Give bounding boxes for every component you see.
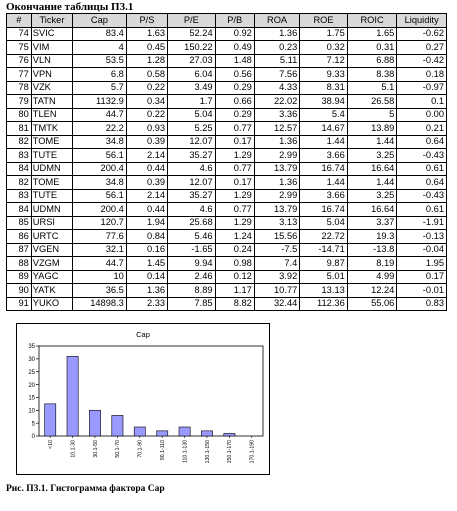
x-tick-label: 10.1-30 [70, 440, 77, 458]
table-cell: URTC [31, 230, 72, 244]
table-cell: 84 [7, 162, 32, 176]
data-table [6, 13, 447, 311]
table-cell: 1.44 [347, 176, 397, 190]
table-cell: 5.01 [300, 270, 348, 284]
table-cell: 1132.9 [73, 95, 127, 109]
table-cell: 10 [73, 270, 127, 284]
table-cell: 1.95 [397, 257, 447, 271]
table-row [7, 284, 447, 298]
table-row [7, 149, 447, 163]
table-cell: TOME [31, 176, 72, 190]
table-cell: 34.8 [73, 176, 127, 190]
page-title: Окончание таблицы П3.1 [6, 1, 134, 13]
table-cell: 13.79 [254, 203, 299, 217]
table-cell: 4.6 [168, 203, 216, 217]
table-cell: 0.49 [215, 41, 254, 55]
table-cell: VZGM [31, 257, 72, 271]
table-cell: 32.44 [254, 297, 299, 311]
table-cell: 2.14 [126, 189, 167, 203]
table-cell: -0.42 [397, 54, 447, 68]
table-cell: 0.98 [215, 257, 254, 271]
table-cell: 1.36 [254, 135, 299, 149]
table-cell: 0.64 [397, 176, 447, 190]
table-cell: 1.75 [300, 27, 348, 41]
bar [201, 431, 212, 436]
table-cell: 32.1 [73, 243, 127, 257]
table-cell: 0.1 [397, 95, 447, 109]
table-cell: 1.29 [215, 216, 254, 230]
table-cell: 16.74 [300, 203, 348, 217]
table-cell: 27.03 [168, 54, 216, 68]
table-cell: 8.38 [347, 68, 397, 82]
table-cell: 0.00 [397, 108, 447, 122]
table-cell: 0.32 [300, 41, 348, 55]
table-cell: 0.17 [397, 270, 447, 284]
table-cell: 0.22 [126, 108, 167, 122]
table-row [7, 81, 447, 95]
table-cell: -1.91 [397, 216, 447, 230]
table-cell: 13.79 [254, 162, 299, 176]
table-cell: 55.06 [347, 297, 397, 311]
table-cell: 9.94 [168, 257, 216, 271]
table-header-row [7, 14, 447, 28]
table-cell: 1.63 [126, 27, 167, 41]
table-cell: 15.56 [254, 230, 299, 244]
chart-svg [17, 324, 269, 474]
table-cell: 1.94 [126, 216, 167, 230]
table-cell: 1.29 [215, 189, 254, 203]
bar [224, 433, 235, 436]
table-cell: 200.4 [73, 162, 127, 176]
table-cell: 1.36 [254, 176, 299, 190]
table-cell: 1.65 [347, 27, 397, 41]
table-row [7, 243, 447, 257]
table-cell: 12.57 [254, 122, 299, 136]
table-cell: 4.33 [254, 81, 299, 95]
table-cell: VPN [31, 68, 72, 82]
table-cell: 0.77 [215, 203, 254, 217]
table-cell: 2.99 [254, 189, 299, 203]
table-cell: 87 [7, 243, 32, 257]
table-cell: 0.44 [126, 203, 167, 217]
table-cell: 1.48 [215, 54, 254, 68]
table-cell: 0.64 [397, 135, 447, 149]
x-tick-label: <10 [48, 440, 55, 449]
table-cell: 7.85 [168, 297, 216, 311]
table-cell: 5.25 [168, 122, 216, 136]
table-cell: 44.7 [73, 108, 127, 122]
table-cell: 3.92 [254, 270, 299, 284]
table-cell: 12.24 [347, 284, 397, 298]
table-cell: 14.67 [300, 122, 348, 136]
table-cell: 1.44 [347, 135, 397, 149]
table-cell: 35.27 [168, 189, 216, 203]
table-cell: 0.34 [126, 95, 167, 109]
table-cell: 0.39 [126, 135, 167, 149]
table-cell: 7.56 [254, 68, 299, 82]
table-cell: 3.37 [347, 216, 397, 230]
table-cell: 25.68 [168, 216, 216, 230]
column-header: # [7, 14, 32, 28]
table-row [7, 176, 447, 190]
table-cell: 4.6 [168, 162, 216, 176]
table-cell: 16.64 [347, 203, 397, 217]
table-cell: 8.89 [168, 284, 216, 298]
table-cell: 5.1 [347, 81, 397, 95]
table-cell: -0.43 [397, 189, 447, 203]
table-cell: 3.66 [300, 189, 348, 203]
table-cell: 1.7 [168, 95, 216, 109]
table-row [7, 162, 447, 176]
column-header: ROA [254, 14, 299, 28]
table-cell: 7.12 [300, 54, 348, 68]
table-cell: -0.04 [397, 243, 447, 257]
table-cell: YAGC [31, 270, 72, 284]
bar [157, 431, 168, 436]
y-tick-label: 15 [28, 395, 35, 402]
table-cell: TUTE [31, 149, 72, 163]
column-header: Liquidity [397, 14, 447, 28]
y-tick-label: 5 [31, 421, 35, 428]
table-cell: 78 [7, 81, 32, 95]
table-cell: 1.28 [126, 54, 167, 68]
bar [179, 427, 190, 436]
table-cell: 1.17 [215, 284, 254, 298]
table-cell: 44.7 [73, 257, 127, 271]
table-cell: 83 [7, 149, 32, 163]
bar [45, 404, 56, 436]
x-tick-label: 130.1-150 [204, 440, 211, 464]
table-row [7, 41, 447, 55]
table-cell: 75 [7, 41, 32, 55]
table-cell: 53.5 [73, 54, 127, 68]
table-cell: 4.99 [347, 270, 397, 284]
table-cell: 0.17 [215, 135, 254, 149]
table-row [7, 95, 447, 109]
table-cell: 82 [7, 135, 32, 149]
table-cell: 0.93 [126, 122, 167, 136]
table-row [7, 189, 447, 203]
x-tick-label: 170.1-190 [249, 440, 256, 464]
table-cell: 79 [7, 95, 32, 109]
table-cell: 2.99 [254, 149, 299, 163]
table-row [7, 68, 447, 82]
column-header: P/B [215, 14, 254, 28]
table-cell: 89 [7, 270, 32, 284]
table-cell: 0.61 [397, 162, 447, 176]
table-cell: 7.4 [254, 257, 299, 271]
table-row [7, 230, 447, 244]
table-cell: 0.84 [126, 230, 167, 244]
table-cell: 150.22 [168, 41, 216, 55]
y-tick-label: 25 [28, 369, 35, 376]
table-cell: -0.13 [397, 230, 447, 244]
table-cell: 5.4 [300, 108, 348, 122]
table-cell: 56.1 [73, 189, 127, 203]
table-cell: 13.89 [347, 122, 397, 136]
table-cell: 56.1 [73, 149, 127, 163]
table-cell: 0.44 [126, 162, 167, 176]
table-cell: -0.97 [397, 81, 447, 95]
table-cell: 1.44 [300, 176, 348, 190]
table-cell: 0.27 [397, 41, 447, 55]
table-cell: 85 [7, 216, 32, 230]
table-cell: 0.66 [215, 95, 254, 109]
column-header: P/S [126, 14, 167, 28]
table-cell: 12.07 [168, 176, 216, 190]
table-row [7, 216, 447, 230]
table-cell: 16.64 [347, 162, 397, 176]
y-tick-label: 20 [28, 382, 35, 389]
table-row [7, 54, 447, 68]
table-cell: 22.2 [73, 122, 127, 136]
table-cell: 0.23 [254, 41, 299, 55]
table-cell: 0.16 [126, 243, 167, 257]
table-cell: SVIC [31, 27, 72, 41]
x-tick-label: 110.1-130 [182, 440, 189, 463]
table-cell: 34.8 [73, 135, 127, 149]
table-cell: 6.04 [168, 68, 216, 82]
table-cell: 0.12 [215, 270, 254, 284]
table-cell: 3.25 [347, 189, 397, 203]
table-cell: 83.4 [73, 27, 127, 41]
table-row [7, 122, 447, 136]
table-cell: 0.92 [215, 27, 254, 41]
table-cell: 9.33 [300, 68, 348, 82]
table-cell: TATN [31, 95, 72, 109]
table-cell: 1.44 [300, 135, 348, 149]
table-cell: 0.14 [126, 270, 167, 284]
table-cell: 90 [7, 284, 32, 298]
table-cell: TLEN [31, 108, 72, 122]
table-cell: 0.24 [215, 243, 254, 257]
table-cell: 0.45 [126, 41, 167, 55]
table-cell: 76 [7, 54, 32, 68]
table-cell: -0.01 [397, 284, 447, 298]
table-cell: 88 [7, 257, 32, 271]
y-tick-label: 30 [28, 357, 35, 364]
table-cell: VIM [31, 41, 72, 55]
x-tick-label: 50.1-70 [115, 440, 122, 458]
bar [112, 415, 123, 436]
table-cell: YUKO [31, 297, 72, 311]
table-cell: 74 [7, 27, 32, 41]
table-cell: 5.46 [168, 230, 216, 244]
y-tick-label: 35 [28, 344, 35, 351]
table-cell: 5 [347, 108, 397, 122]
table-cell: UDMN [31, 203, 72, 217]
table-cell: 83 [7, 189, 32, 203]
table-cell: 3.66 [300, 149, 348, 163]
table-cell: 0.77 [215, 162, 254, 176]
table-cell: 2.33 [126, 297, 167, 311]
table-cell: UDMN [31, 162, 72, 176]
table-cell: 1.29 [215, 149, 254, 163]
table-cell: 0.83 [397, 297, 447, 311]
table-cell: 3.49 [168, 81, 216, 95]
table-cell: 77.6 [73, 230, 127, 244]
table-cell: 0.39 [126, 176, 167, 190]
table-cell: TMTK [31, 122, 72, 136]
column-header: ROE [300, 14, 348, 28]
table-cell: 0.21 [397, 122, 447, 136]
table-cell: 0.18 [397, 68, 447, 82]
table-cell: 1.24 [215, 230, 254, 244]
table-cell: 80 [7, 108, 32, 122]
table-cell: 2.14 [126, 149, 167, 163]
table-cell: 0.29 [215, 81, 254, 95]
table-cell: 81 [7, 122, 32, 136]
table-row [7, 297, 447, 311]
x-tick-label: 150.1-170 [227, 440, 234, 464]
table-cell: 0.61 [397, 203, 447, 217]
cap-histogram-chart [16, 323, 270, 475]
table-cell: 120.7 [73, 216, 127, 230]
table-cell: 6.8 [73, 68, 127, 82]
table-cell: 13.13 [300, 284, 348, 298]
table-cell: 1.45 [126, 257, 167, 271]
table-cell: TOME [31, 135, 72, 149]
x-tick-label: 30.1-50 [92, 440, 99, 458]
table-cell: -7.5 [254, 243, 299, 257]
table-cell: 5.04 [300, 216, 348, 230]
table-cell: 9.87 [300, 257, 348, 271]
table-row [7, 135, 447, 149]
table-cell: 0.17 [215, 176, 254, 190]
table-cell: 8.19 [347, 257, 397, 271]
table-cell: 1.36 [126, 284, 167, 298]
bar [89, 410, 100, 436]
table-cell: 0.22 [126, 81, 167, 95]
table-cell: YATK [31, 284, 72, 298]
table-cell: 200.4 [73, 203, 127, 217]
table-cell: 91 [7, 297, 32, 311]
table-cell: 4 [73, 41, 127, 55]
table-cell: 0.29 [215, 108, 254, 122]
table-cell: 5.11 [254, 54, 299, 68]
table-cell: URSI [31, 216, 72, 230]
table-cell: 82 [7, 176, 32, 190]
table-cell: 112.36 [300, 297, 348, 311]
table-cell: 77 [7, 68, 32, 82]
table-row [7, 257, 447, 271]
x-tick-label: 90.1-110 [160, 440, 166, 461]
chart-title: Cap [136, 330, 150, 339]
table-cell: TUTE [31, 189, 72, 203]
table-cell: VGEN [31, 243, 72, 257]
table-cell: -0.43 [397, 149, 447, 163]
table-cell: 35.27 [168, 149, 216, 163]
x-tick-label: 70.1-90 [137, 440, 144, 458]
table-row [7, 108, 447, 122]
table-cell: 8.31 [300, 81, 348, 95]
table-body [7, 27, 447, 311]
table-cell: 0.31 [347, 41, 397, 55]
table-cell: -13.8 [347, 243, 397, 257]
table-cell: 6.88 [347, 54, 397, 68]
y-tick-label: 10 [28, 408, 35, 415]
table-cell: 84 [7, 203, 32, 217]
table-cell: 2.46 [168, 270, 216, 284]
table-row [7, 203, 447, 217]
column-header: Ticker [31, 14, 72, 28]
table-cell: 8.82 [215, 297, 254, 311]
table-cell: 38.94 [300, 95, 348, 109]
table-row [7, 270, 447, 284]
table-cell: 22.72 [300, 230, 348, 244]
table-cell: 0.58 [126, 68, 167, 82]
table-cell: -14.71 [300, 243, 348, 257]
table-cell: 36.5 [73, 284, 127, 298]
table-cell: 22.02 [254, 95, 299, 109]
bar [134, 427, 145, 436]
table-cell: 26.58 [347, 95, 397, 109]
table-cell: 52.24 [168, 27, 216, 41]
table-cell: 19.3 [347, 230, 397, 244]
table-cell: 12.07 [168, 135, 216, 149]
table-cell: 5.7 [73, 81, 127, 95]
column-header: ROIC [347, 14, 397, 28]
table-cell: -0.62 [397, 27, 447, 41]
table-cell: VLN [31, 54, 72, 68]
table-cell: 3.25 [347, 149, 397, 163]
table-cell: 3.13 [254, 216, 299, 230]
table-cell: VZK [31, 81, 72, 95]
table-cell: 16.74 [300, 162, 348, 176]
table-cell: 86 [7, 230, 32, 244]
table-cell: 14898.3 [73, 297, 127, 311]
table-cell: 0.56 [215, 68, 254, 82]
table-row [7, 27, 447, 41]
table-cell: 0.77 [215, 122, 254, 136]
figure-caption: Рис. П3.1. Гистограмма фактора Cap [6, 484, 165, 494]
bar [67, 356, 78, 436]
table-cell: 1.36 [254, 27, 299, 41]
table-cell: 3.36 [254, 108, 299, 122]
column-header: Cap [73, 14, 127, 28]
table-cell: 10.77 [254, 284, 299, 298]
y-tick-label: 0 [31, 434, 35, 441]
column-header: P/E [168, 14, 216, 28]
table-cell: -1.65 [168, 243, 216, 257]
table-cell: 5.04 [168, 108, 216, 122]
